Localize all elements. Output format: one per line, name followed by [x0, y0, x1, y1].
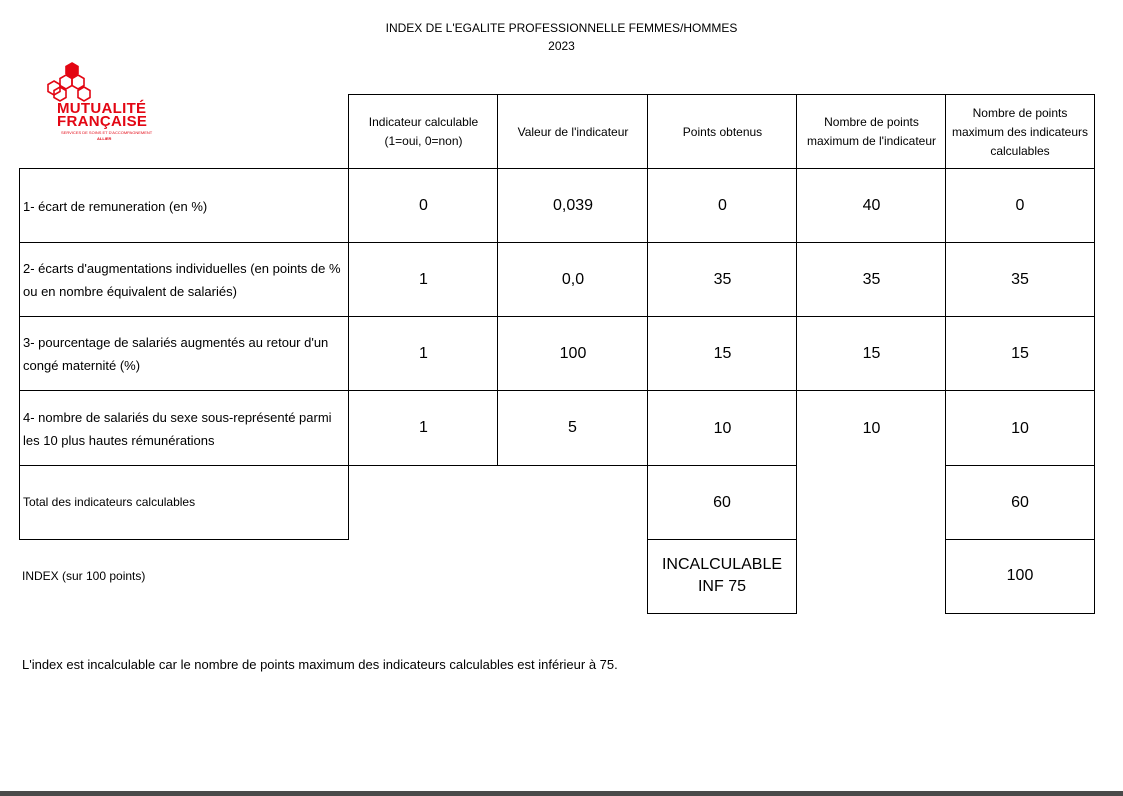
page-bottom-border	[0, 791, 1123, 796]
index-result-line2: INF 75	[697, 578, 746, 595]
total-label: Total des indicateurs calculables	[19, 465, 349, 540]
cell-calculable: 1	[348, 242, 498, 317]
cell-max-indicateur: 40	[796, 168, 946, 243]
page-title: INDEX DE L'EGALITE PROFESSIONNELLE FEMMES/HOMMES	[385, 21, 738, 35]
row-label: 4- nombre de salariés du sexe sous-représenté parmi les 10 plus hautes rémunérations	[19, 390, 349, 466]
total-max-calculables: 60	[945, 465, 1095, 540]
header-max-indicateur: Nombre de points maximum de l'indicateur	[796, 94, 946, 169]
cell-points: 10	[647, 390, 797, 466]
cell-max-indicateur: 15	[796, 316, 946, 391]
cell-points: 35	[647, 242, 797, 317]
cell-points: 0	[647, 168, 797, 243]
header-points: Points obtenus	[647, 94, 797, 169]
index-result-line1: INCALCULABLE	[661, 556, 783, 573]
cell-max-indicateur: 10	[796, 390, 946, 466]
page-year: 2023	[548, 39, 575, 53]
cell-calculable: 1	[348, 390, 498, 466]
logo-region: ALLIER	[97, 136, 112, 141]
row-label: 1- écart de remuneration (en %)	[19, 168, 349, 243]
header-max-calculables: Nombre de points maximum des indicateurs calculables	[945, 94, 1095, 169]
row-label: 3- pourcentage de salariés augmentés au retour d'un congé maternité (%)	[19, 316, 349, 391]
cell-max-calculables: 35	[945, 242, 1095, 317]
total-points: 60	[647, 465, 797, 540]
cell-calculable: 1	[348, 316, 498, 391]
index-max-calculables: 100	[945, 539, 1095, 614]
cell-max-calculables: 10	[945, 390, 1095, 466]
cell-max-calculables: 15	[945, 316, 1095, 391]
cell-valeur: 100	[497, 316, 648, 391]
row-label: 2- écarts d'augmentations individuelles (en points de % ou en nombre équivalent de salariés)	[19, 242, 349, 317]
cell-valeur: 0,0	[497, 242, 648, 317]
cell-valeur: 0,039	[497, 168, 648, 243]
explanation-note: L'index est incalculable car le nombre de points maximum des indicateurs calculables est inférieur à 75.	[22, 657, 618, 672]
index-label: INDEX (sur 100 points)	[22, 569, 146, 583]
header-calculable: Indicateur calculable (1=oui, 0=non)	[348, 94, 498, 169]
index-result	[647, 539, 797, 614]
cell-valeur: 5	[497, 390, 648, 466]
hexagon-logo-icon	[45, 60, 105, 105]
logo-line2: FRANÇAISE	[57, 113, 148, 130]
logo-tagline: SERVICES DE SOINS ET D'ACCOMPAGNEMENT	[61, 130, 153, 135]
cell-max-indicateur: 35	[796, 242, 946, 317]
cell-max-calculables: 0	[945, 168, 1095, 243]
cell-calculable: 0	[348, 168, 498, 243]
header-valeur: Valeur de l'indicateur	[497, 94, 648, 169]
logo-line1: MUTUALITÉ	[57, 100, 147, 117]
cell-points: 15	[647, 316, 797, 391]
mutualite-logo	[45, 60, 165, 150]
